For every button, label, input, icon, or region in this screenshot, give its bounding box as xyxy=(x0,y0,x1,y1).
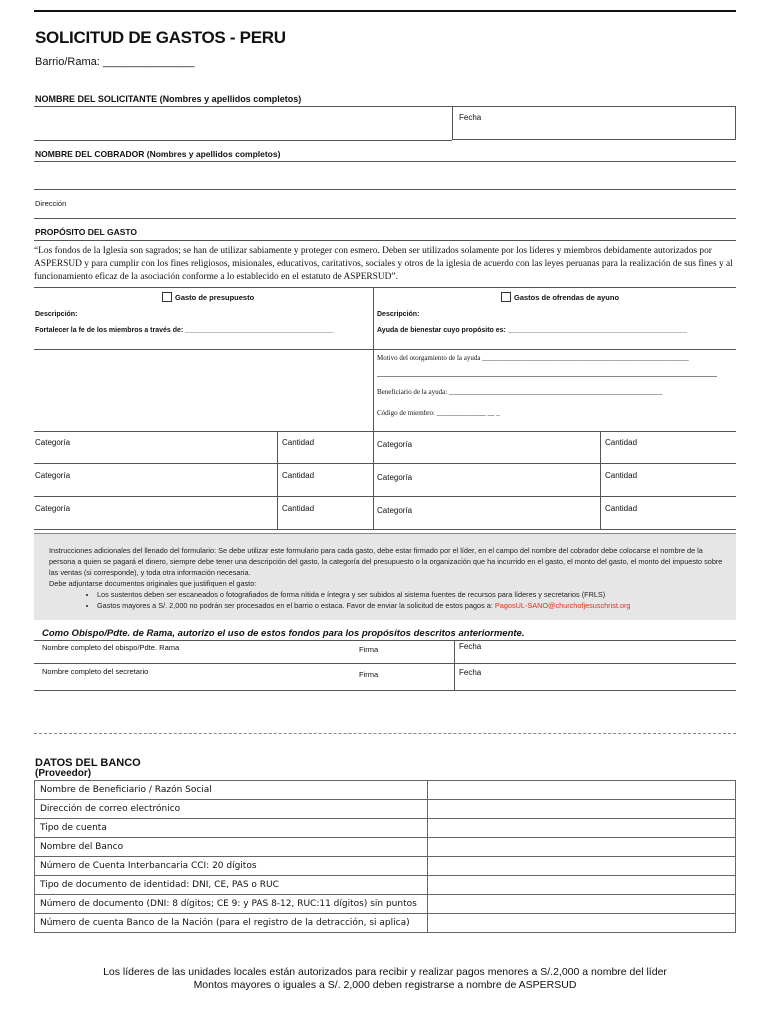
barrio-label: Barrio/Rama: xyxy=(35,56,100,68)
solicitante-label: NOMBRE DEL SOLICITANTE (Nombres y apellidos completos) xyxy=(35,94,302,104)
obispo-signature-field[interactable] xyxy=(34,641,454,662)
bank-field-value[interactable] xyxy=(428,838,736,857)
bank-field-value[interactable] xyxy=(428,914,736,933)
secretario-signature-field[interactable] xyxy=(34,664,454,689)
bank-field-label: Dirección de correo electrónico xyxy=(35,800,428,819)
presupuesto-checkbox[interactable] xyxy=(162,292,254,302)
table-row xyxy=(35,838,736,857)
categoria-left: Categoría xyxy=(35,504,71,513)
ayuno-beneficiario[interactable]: Beneficiario de la ayuda: _____________________________________________________________ xyxy=(377,388,663,396)
cat-divider-left xyxy=(277,431,278,529)
cantidad-right: Cantidad xyxy=(605,471,638,480)
footer-note xyxy=(34,966,736,992)
bank-field-value[interactable] xyxy=(428,876,736,895)
ayuno-checkbox-label: Gastos de ofrendas de ayuno xyxy=(514,293,620,302)
barrio-blank: _______________ xyxy=(102,56,195,68)
bank-field-label: Número de Cuenta Interbancaria CCI: 20 dígitos xyxy=(35,857,428,876)
direccion-line xyxy=(34,218,736,219)
table-row xyxy=(35,819,736,838)
fecha-secretario-label: Fecha xyxy=(459,668,482,677)
bank-field-label: Tipo de cuenta xyxy=(35,819,428,838)
instructions-bullet-2 xyxy=(97,600,729,611)
footer-line-1: Los líderes de las unidades locales están autorizados para recibir y realizar pagos menores a S/.2,000 a nombre del líder xyxy=(103,966,667,978)
cat-line-4 xyxy=(34,529,736,530)
categoria-left: Categoría xyxy=(35,438,71,447)
ayuno-ayuda[interactable]: Ayuda de bienestar cuyo propósito es: ______________________________________________ xyxy=(377,327,687,334)
cut-line xyxy=(34,733,736,734)
bank-field-value[interactable] xyxy=(428,895,736,914)
motivo-line-2 xyxy=(377,376,717,377)
categoria-right: Categoría xyxy=(377,506,413,515)
table-row xyxy=(35,781,736,800)
ayuno-checkbox-box[interactable] xyxy=(501,292,511,302)
cantidad-left: Cantidad xyxy=(282,504,315,513)
obispo-label: Nombre completo del obispo/Pdte. Rama xyxy=(42,643,180,652)
cobrador-input[interactable] xyxy=(34,162,736,188)
grid-line-mid xyxy=(34,349,736,350)
direccion-label: Dirección xyxy=(35,199,67,208)
bank-field-value[interactable] xyxy=(428,857,736,876)
proposito-label: PROPÓSITO DEL GASTO xyxy=(35,227,138,237)
proposito-line xyxy=(34,240,736,241)
cat-line-1 xyxy=(34,431,736,432)
banco-subtitle: (Proveedor) xyxy=(35,768,92,779)
cat-line-3 xyxy=(34,496,736,497)
categoria-left: Categoría xyxy=(35,471,71,480)
presupuesto-descripcion: Descripción: xyxy=(35,311,78,318)
presupuesto-fortalecer[interactable]: Fortalecer la fe de los miembros a través de: ______________________________________ xyxy=(35,327,334,334)
table-row xyxy=(35,800,736,819)
auth-line-3 xyxy=(34,690,736,691)
bank-field-value[interactable] xyxy=(428,800,736,819)
bank-field-label: Número de cuenta Banco de la Nación (para el registro de la detracción, si aplica) xyxy=(35,914,428,933)
cantidad-right: Cantidad xyxy=(605,504,638,513)
solicitante-line-bottom xyxy=(34,140,452,141)
categoria-right: Categoría xyxy=(377,440,413,449)
auth-divider xyxy=(454,640,455,690)
cobrador-line-bottom xyxy=(34,189,736,190)
fecha-solicitante-box[interactable] xyxy=(452,106,736,140)
instructions-bullet-2-text: Gastos mayores a S/. 2,000 no podrán ser procesados en el barrio o estaca. Favor de enviar la solicitud de estos pagos a: xyxy=(97,601,493,610)
cat-divider-right xyxy=(600,431,601,529)
cat-line-2 xyxy=(34,463,736,464)
table-row xyxy=(35,857,736,876)
presupuesto-checkbox-box[interactable] xyxy=(162,292,172,302)
ayuno-codigo[interactable]: Código de miembro: ______________ __ _ xyxy=(377,409,500,417)
footer-line-2: Montos mayores o iguales a S/. 2,000 deben registrarse a nombre de ASPERSUD xyxy=(193,979,577,991)
bank-field-label: Número de documento (DNI: 8 dígitos; CE 9: y PAS 8-12, RUC:11 dígitos) sin puntos xyxy=(35,895,428,914)
fecha-obispo-label: Fecha xyxy=(459,642,482,651)
table-row xyxy=(35,895,736,914)
table-row xyxy=(35,876,736,895)
presupuesto-checkbox-label: Gasto de presupuesto xyxy=(175,293,255,302)
ayuno-descripcion: Descripción: xyxy=(377,311,420,318)
top-border xyxy=(34,10,736,12)
bank-field-value[interactable] xyxy=(428,819,736,838)
firma-secretario-label: Firma xyxy=(359,670,379,679)
fecha-solicitante-label: Fecha xyxy=(459,113,482,122)
instructions-docs: Debe adjuntarse documentos originales que justifiquen el gasto: xyxy=(49,579,257,588)
solicitante-input[interactable] xyxy=(34,107,452,139)
bank-field-value[interactable] xyxy=(428,781,736,800)
firma-obispo-label: Firma xyxy=(359,645,379,654)
grid-line-top xyxy=(34,287,736,288)
bank-field-label: Tipo de documento de identidad: DNI, CE, PAS o RUC xyxy=(35,876,428,895)
ayuno-motivo[interactable]: Motivo del otorgamiento de la ayuda ___________________________________________________________ xyxy=(377,354,689,362)
instructions-bullet-1: • Los sustentos deben ser escaneados o fotografiados de forma nítida e íntegra y ser subidos al sistema fuentes de recursos para líderes y secretarios (FRLS) xyxy=(97,589,729,600)
pagos-email-link[interactable]: PagosUL-SANO@churchofjesuschrist.org xyxy=(494,601,631,610)
barrio-field[interactable] xyxy=(35,56,195,68)
bank-table xyxy=(34,780,736,933)
direccion-input[interactable] xyxy=(120,194,736,214)
instructions xyxy=(49,545,729,611)
cantidad-left: Cantidad xyxy=(282,438,315,447)
table-row xyxy=(35,914,736,933)
bank-field-label: Nombre del Banco xyxy=(35,838,428,857)
grid-divider-center xyxy=(373,287,374,530)
proposito-quote: “Los fondos de la Iglesia son sagrados; se han de utilizar sabiamente y proteger con esmero. Deben ser utilizados solamente por los líderes y miembros debidamente autorizados por ASPERSUD y para cumplir con los fines religiosos, misionales, educativos, caritativos, sociales y otros de la iglesia de acuerdo con las leyes peruanas para la realización de sus fines y al funcionamiento eficaz de la asociación conforme a lo establecido en el estatuto de ASPERSUD”. xyxy=(34,246,733,282)
cantidad-right: Cantidad xyxy=(605,438,638,447)
instructions-text: Instrucciones adicionales del llenado del formulario: Se debe utilizar este formulario para cada gasto, debe estar firmado por el líder, en el campo del nombre del cobrador debe colocarse el nombre de la persona a quien se pagará el dinero, siempre debe tener una descripción del gasto, la categoría del presupuesto o la organización que ha incurrido en el gasto, el monto del gasto, el monto del impuesto sobre las ventas (si corresponde), y toda otra información necesaria. xyxy=(49,546,723,577)
ayuno-checkbox[interactable] xyxy=(501,292,619,302)
secretario-label: Nombre completo del secretario xyxy=(42,667,149,676)
form-title: SOLICITUD DE GASTOS - PERU xyxy=(35,28,286,47)
banco-title: DATOS DEL BANCO xyxy=(35,757,141,769)
categoria-right: Categoría xyxy=(377,473,413,482)
cobrador-label: NOMBRE DEL COBRADOR (Nombres y apellidos completos) xyxy=(35,149,281,159)
cantidad-left: Cantidad xyxy=(282,471,315,480)
autorizacion-statement: Como Obispo/Pdte. de Rama, autorizo el uso de estos fondos para los propósitos descritos anteriormente. xyxy=(42,628,525,639)
bank-field-label: Nombre de Beneficiario / Razón Social xyxy=(35,781,428,800)
